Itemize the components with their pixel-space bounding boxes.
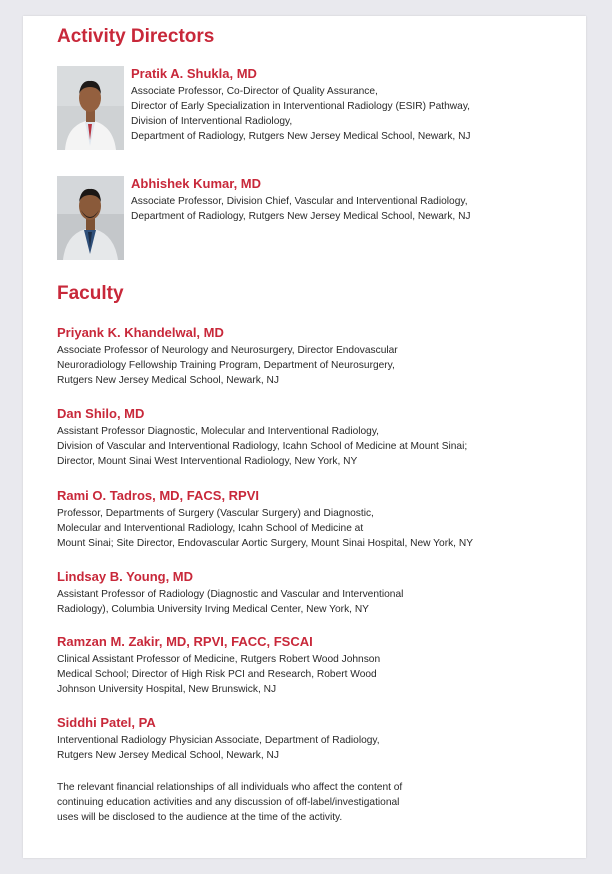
director-detail-line: Associate Professor, Division Chief, Vascular and Interventional Radiology,: [131, 196, 468, 207]
faculty-detail-line: Assistant Professor Diagnostic, Molecular and Interventional Radiology,: [57, 426, 380, 437]
document-page: [23, 16, 586, 858]
faculty-detail-line: Associate Professor of Neurology and Neurosurgery, Director Endovascular: [57, 345, 398, 356]
faculty-detail-line: Neuroradiology Fellowship Training Program, Department of Neurosurgery,: [57, 360, 395, 371]
faculty-entry: [57, 569, 577, 617]
director-detail-line: Department of Radiology, Rutgers New Jersey Medical School, Newark, NJ: [131, 131, 471, 142]
faculty-detail-line: Radiology), Columbia University Irving Medical Center, New York, NY: [57, 604, 369, 615]
director-detail-line: Associate Professor, Co-Director of Quality Assurance,: [131, 86, 378, 97]
faculty-detail-line: Interventional Radiology Physician Associate, Department of Radiology,: [57, 735, 380, 746]
faculty-name: Rami O. Tadros, MD, FACS, RPVI: [57, 488, 260, 503]
director-info: [131, 66, 581, 144]
faculty-name: Priyank K. Khandelwal, MD: [57, 325, 224, 340]
director-detail-line: Director of Early Specialization in Interventional Radiology (ESIR) Pathway,: [131, 101, 470, 112]
faculty-detail-line: Molecular and Interventional Radiology, Icahn School of Medicine at: [57, 523, 364, 534]
faculty-detail-line: Director, Mount Sinai West Interventional Radiology, New York, NY: [57, 456, 358, 467]
portrait-photo: [57, 66, 124, 150]
portrait-photo: [57, 176, 124, 260]
faculty-detail-line: Assistant Professor of Radiology (Diagnostic and Vascular and Interventional: [57, 589, 404, 600]
faculty-detail-line: Johnson University Hospital, New Brunswick, NJ: [57, 684, 277, 695]
faculty-detail-line: Rutgers New Jersey Medical School, Newark, NJ: [57, 375, 279, 386]
disclosure-line: uses will be disclosed to the audience at the time of the activity.: [57, 812, 343, 823]
director-detail-line: Division of Interventional Radiology,: [131, 116, 293, 127]
faculty-entry: [57, 715, 577, 763]
activity-directors-heading: Activity Directors: [57, 26, 215, 47]
faculty-entry: [57, 488, 577, 551]
director-detail-line: Department of Radiology, Rutgers New Jersey Medical School, Newark, NJ: [131, 211, 471, 222]
faculty-name: Siddhi Patel, PA: [57, 715, 156, 730]
faculty-name: Dan Shilo, MD: [57, 406, 145, 421]
disclosure-line: The relevant financial relationships of all individuals who affect the content of: [57, 782, 403, 793]
director-name: Abhishek Kumar, MD: [131, 176, 262, 191]
director-info: [131, 176, 581, 224]
disclosure-line: continuing education activities and any discussion of off-label/investigational: [57, 797, 400, 808]
faculty-entry: [57, 634, 577, 697]
faculty-heading: Faculty: [57, 283, 124, 304]
disclosure-statement: [57, 780, 557, 825]
faculty-name: Lindsay B. Young, MD: [57, 569, 194, 584]
faculty-detail-line: Division of Vascular and Interventional Radiology, Icahn School of Medicine at Mount Sinai;: [57, 441, 468, 452]
faculty-detail-line: Rutgers New Jersey Medical School, Newark, NJ: [57, 750, 279, 761]
director-name: Pratik A. Shukla, MD: [131, 66, 257, 81]
faculty-entry: [57, 325, 577, 388]
faculty-detail-line: Mount Sinai; Site Director, Endovascular Aortic Surgery, Mount Sinai Hospital, New York, NY: [57, 538, 473, 549]
faculty-name: Ramzan M. Zakir, MD, RPVI, FACC, FSCAI: [57, 634, 313, 649]
faculty-entry: [57, 406, 577, 469]
faculty-detail-line: Clinical Assistant Professor of Medicine, Rutgers Robert Wood Johnson: [57, 654, 381, 665]
faculty-detail-line: Medical School; Director of High Risk PCI and Research, Robert Wood: [57, 669, 377, 680]
faculty-detail-line: Professor, Departments of Surgery (Vascular Surgery) and Diagnostic,: [57, 508, 374, 519]
